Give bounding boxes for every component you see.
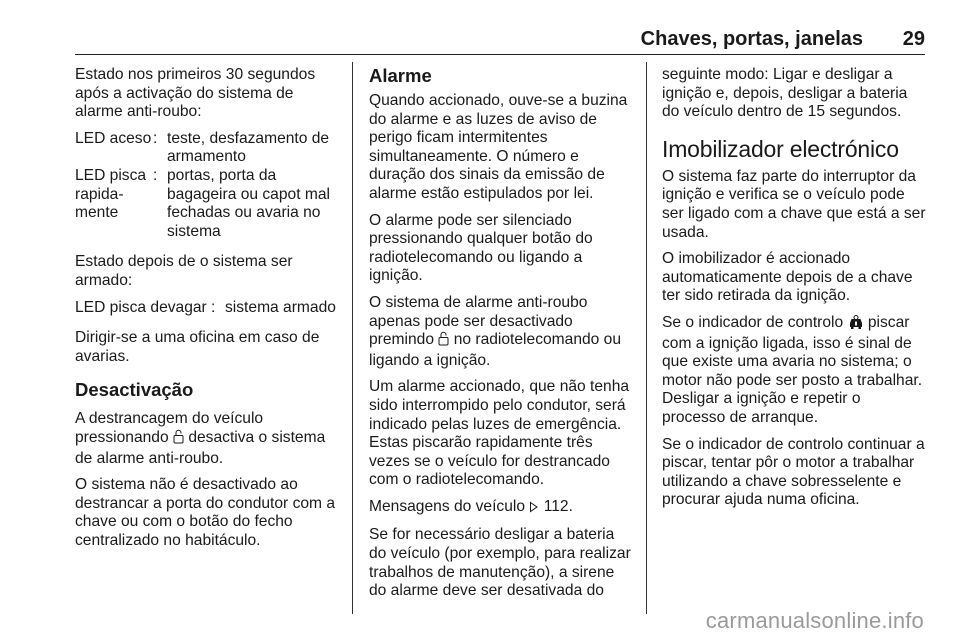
page-header <box>75 22 925 54</box>
table-desc: sistema armado <box>225 298 336 316</box>
continuar-paragraph: Se o indicador de controlo continuar a piscar, tentar pôr o motor a trabalhar utilizando a chave sobresselente e procurar ajuda numa oficina. <box>662 435 925 509</box>
table-desc: portas, porta da bagageira ou capot mal fechadas ou avaria no sistema <box>167 166 330 240</box>
desactivado-paragraph <box>369 294 635 370</box>
watermark: carmanualsonline.info <box>705 608 924 633</box>
parte-paragraph: O sistema faz parte do interruptor da ignição e verifica se o veículo pode ser ligado com a chave que está a ser usada. <box>662 167 926 241</box>
page-reference-link[interactable]: 112. <box>543 497 573 515</box>
table-term: LED pisca devagar <box>75 298 207 316</box>
heading-alarme: Alarme <box>369 65 432 86</box>
unlock-icon <box>173 429 184 450</box>
immobilizer-key-car-icon <box>848 315 864 335</box>
text-span: O sistema de alarme anti-roubo apenas pode ser desactivado premindo <box>369 293 588 349</box>
chapter-title: Chaves, portas, janelas <box>640 28 863 50</box>
text-span: Mensagens do veículo <box>369 497 526 515</box>
led-status-table-1 <box>75 130 341 242</box>
intro-paragraph: Estado nos primeiros 30 segundos após a activação do sistema de alarme anti-roubo: <box>75 66 316 121</box>
header-rule <box>75 54 925 55</box>
imobilizador-accionado-paragraph: O imobilizador é accionado automaticamente depois de a chave ter sido retirada da ignição. <box>662 250 913 305</box>
column-1 <box>75 66 341 558</box>
table-sep: : <box>211 298 216 316</box>
table-term: LED pisca rapida-mente <box>75 166 147 222</box>
indicador-paragraph <box>662 314 928 428</box>
text-span: desactiva o sistema de alarme anti-roubo. <box>75 428 326 467</box>
column-divider <box>352 62 353 614</box>
table-desc: teste, desfazamento de armamento <box>167 129 330 166</box>
unlock-icon <box>438 331 449 352</box>
text-span: A destrancagem do veículo pressionando <box>75 410 264 446</box>
mensagens-paragraph <box>369 498 635 519</box>
column-divider <box>646 62 647 614</box>
silenciado-paragraph: O alarme pode ser silenciado pressionando qualquer botão do radiotelecomando ou ligando a ignição. <box>369 211 593 285</box>
column-3 <box>662 66 928 518</box>
led-status-table-2 <box>75 299 341 318</box>
intro2-paragraph: Estado depois de o sistema ser armado: <box>75 253 293 289</box>
heading-imobilizador: Imobilizador electrónico <box>662 135 899 162</box>
reference-arrow-icon[interactable] <box>529 500 539 519</box>
column-2 <box>369 66 635 609</box>
oficina-paragraph: Dirigir-se a uma oficina em caso de avarias. <box>75 329 320 365</box>
heading-desactivacao: Desactivação <box>75 379 194 401</box>
page-number: 29 <box>902 28 925 50</box>
table-sep: : <box>153 129 158 147</box>
destrancagem-paragraph <box>75 410 341 468</box>
nao-desactivado-paragraph: O sistema não é desactivado ao destrancar a porta do condutor com a chave ou com o botão do fecho centralizado no habitáculo. <box>75 476 336 549</box>
accionado-paragraph: Quando accionado, ouve-se a buzina do alarme e as luzes de aviso de perigo ficam intermitentes simultaneamente. O número e duração dos sinais da emissão de alarme estão estipulados por lei. <box>369 92 628 202</box>
text-span: no radiotelecomando ou ligando a ignição. <box>369 331 622 369</box>
table-sep: : <box>153 166 158 184</box>
text-span: piscar com a ignição ligada, isso é sinal de que existe uma avaria no sistema; o motor não pode ser posto a trabalhar. Desligar a ignição e repetir o processo de arranque. <box>662 313 923 426</box>
text-span: Se o indicador de controlo <box>662 313 844 331</box>
table-term: LED aceso <box>75 129 152 147</box>
bateria-paragraph: Se for necessário desligar a bateria do veículo (por exemplo, para realizar trabalhos de manutenção), a sirene do alarme deve ser desativada do <box>369 526 631 600</box>
seguinte-paragraph: seguinte modo: Ligar e desligar a ignição e, depois, desligar a bateria do veículo dentro de 15 segundos. <box>662 66 908 121</box>
interrompido-paragraph: Um alarme accionado, que não tenha sido interrompido pelo condutor, será indicado pelas luzes de emergência. Estas piscarão rapidamente três vezes se o veículo for destrancado com o radiotelecomando. <box>369 378 630 489</box>
